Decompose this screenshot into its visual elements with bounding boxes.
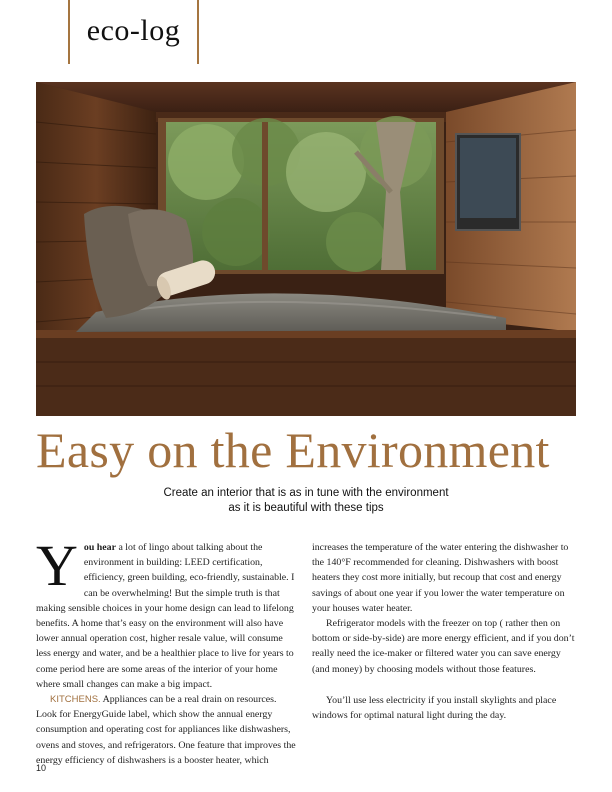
bedroom-window-photo-icon (36, 82, 576, 416)
intro-text: a lot of lingo about talking about the environment in building: LEED certification, efficiency, green building, eco-friendly, sustainable. I can be overwhelming! But the simple truth is that making sensible choices in your home design can lead to lifelong benefits. A home that’s easy on the environment will also have lower annual operation cost, higher resale value, will consume less energy and water, and be a healthier place to live for years to come period here are some areas of the interior of your home where small changes can make a big impact. (36, 542, 295, 690)
article-column-1 (36, 533, 298, 768)
kitchens-text: Appliances can be a real drain on resources. Look for EnergyGuide label, which show the annual energy consumption and operating cost for appliances like dishwashers, ovens and stoves, and refrigerators. One feature that improves the energy efficiency of dishwashers is a booster heater, which (36, 694, 296, 766)
subhead-line-2: as it is beautiful with these tips (228, 502, 384, 514)
section-title: eco-log (86, 14, 181, 47)
article-column-2 (312, 540, 576, 723)
kitchens-paragraph (36, 692, 298, 768)
kitchens-label: KITCHENS. (50, 694, 101, 706)
page-number: 10 (36, 763, 47, 773)
article-subhead (150, 486, 462, 516)
article-headline: Easy on the Environment (36, 422, 550, 478)
refrigerator-paragraph: Refrigerator models with the freezer on top ( rather then on bottom or side-by-side) are more energy efficient, and if you don’t really need the ice-maker or filtered water you can save energy (and money) by choosing models without those features. (312, 618, 575, 675)
section-header (68, 0, 199, 64)
lighting-paragraph: You’ll use less electricity if you install skylights and place windows for optimal natural light during the day. (312, 694, 557, 722)
drop-cap: Y (36, 533, 78, 598)
dishwasher-paragraph: increases the temperature of the water entering the dishwasher to the 140°F recommended for cleaning. Dishwashers with boost heaters they cost more initially, but recoup that cost and energy savings of about one year if you lower the water temperature on your houses water heater. (312, 542, 569, 614)
intro-paragraph (36, 533, 298, 692)
subhead-line-1: Create an interior that is as in tune with the environment (163, 487, 449, 499)
hero-photo (36, 82, 576, 416)
lead-in: ou hear (83, 542, 116, 553)
